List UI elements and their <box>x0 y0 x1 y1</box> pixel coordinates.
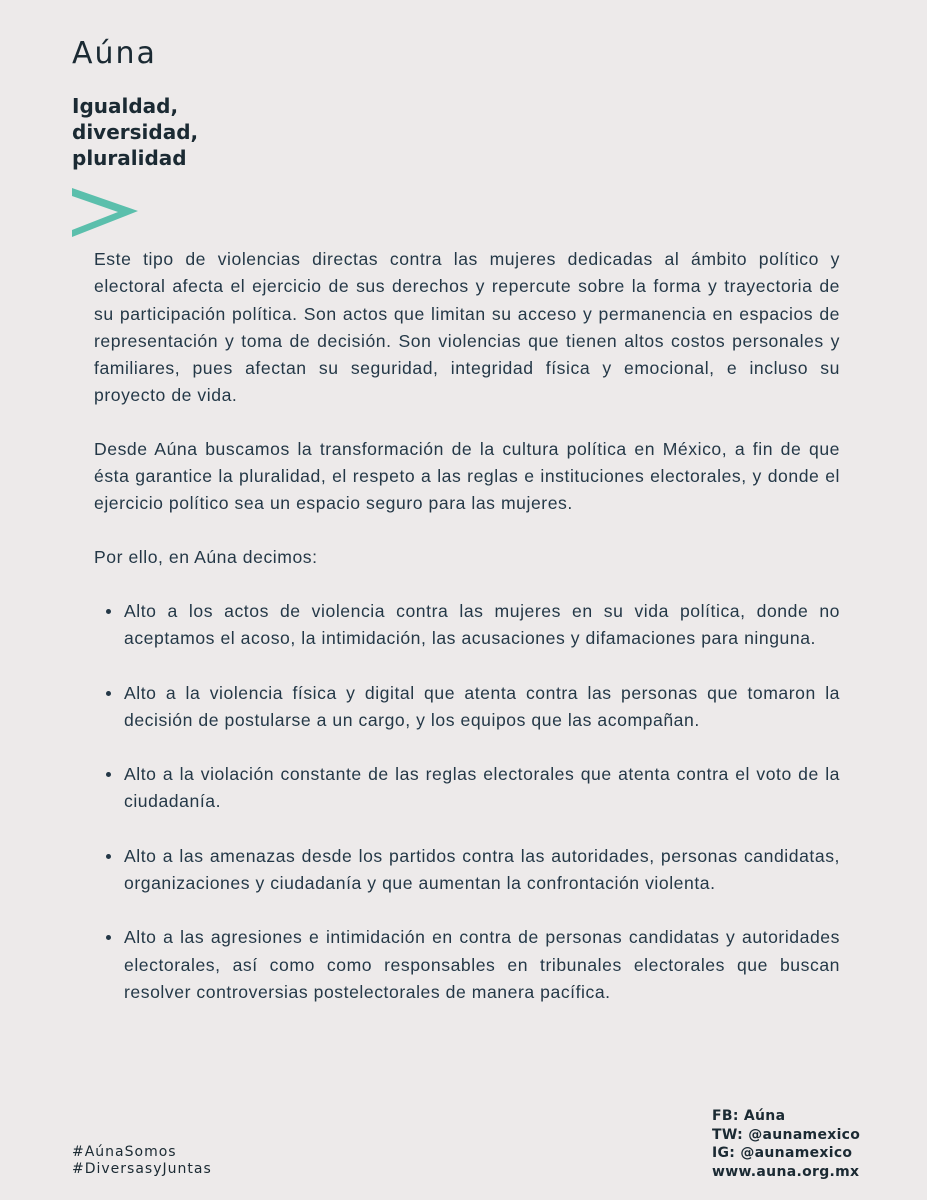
contact-instagram: IG: @aunamexico <box>712 1145 853 1161</box>
list-item: Alto a la violencia física y digital que atenta contra las personas que tomaron la decisión de postularse a un cargo, y los equipos que las acompañan. <box>94 680 840 735</box>
contact-twitter: TW: @aunamexico <box>712 1126 861 1143</box>
contact-facebook: FB: Aúna <box>712 1108 786 1124</box>
hashtag: #AúnaSomos <box>72 1144 177 1160</box>
chevron-right-icon <box>72 188 138 238</box>
list-item: Alto a las amenazas desde los partidos contra las autoridades, personas candidatas, organizaciones y ciudadanía y que aumentan la confrontación violenta. <box>94 843 840 898</box>
main-text <box>94 246 840 1033</box>
tagline-line: pluralidad <box>72 146 187 170</box>
paragraph: Este tipo de violencias directas contra las mujeres dedicadas al ámbito político y electoral afecta el ejercicio de sus derechos y repercute sobre la forma y trayectoria de su participación política. Son actos que limitan su acceso y permanencia en espacios de representación y toma de decisión. Son violencias que tienen altos costos personales y familiares, pues afectan su seguridad, integridad física y emocional, e incluso su proyecto de vida. <box>94 249 840 406</box>
bullet-list <box>94 598 840 1006</box>
tagline-line: Igualdad, <box>72 94 179 118</box>
paragraph: Desde Aúna buscamos la transformación de la cultura política en México, a fin de que ésta garantice la pluralidad, el respeto a las reglas e instituciones electorales, y donde el ejercicio político sea un espacio seguro para las mujeres. <box>94 438 840 514</box>
hashtags <box>72 1144 212 1178</box>
list-item: Alto a los actos de violencia contra las mujeres en su vida política, donde no aceptamos el acoso, la intimidación, las acusaciones y difamaciones para ninguna. <box>94 598 840 653</box>
tagline <box>72 93 372 171</box>
contact-website: www.auna.org.mx <box>712 1163 860 1180</box>
brand-logo: Aúna <box>72 36 157 71</box>
contact-info <box>712 1107 860 1181</box>
list-item: Alto a las agresiones e intimidación en contra de personas candidatas y autoridades electorales, así como como responsables en tribunales electorales que buscan resolver controversias postelectorales de manera pacífica. <box>94 924 840 1006</box>
paragraph: Por ello, en Aúna decimos: <box>94 546 318 567</box>
tagline-line: diversidad, <box>72 120 199 144</box>
hashtag: #DiversasyJuntas <box>72 1161 212 1177</box>
list-item: Alto a la violación constante de las reglas electorales que atenta contra el voto de la ciudadanía. <box>94 761 840 816</box>
